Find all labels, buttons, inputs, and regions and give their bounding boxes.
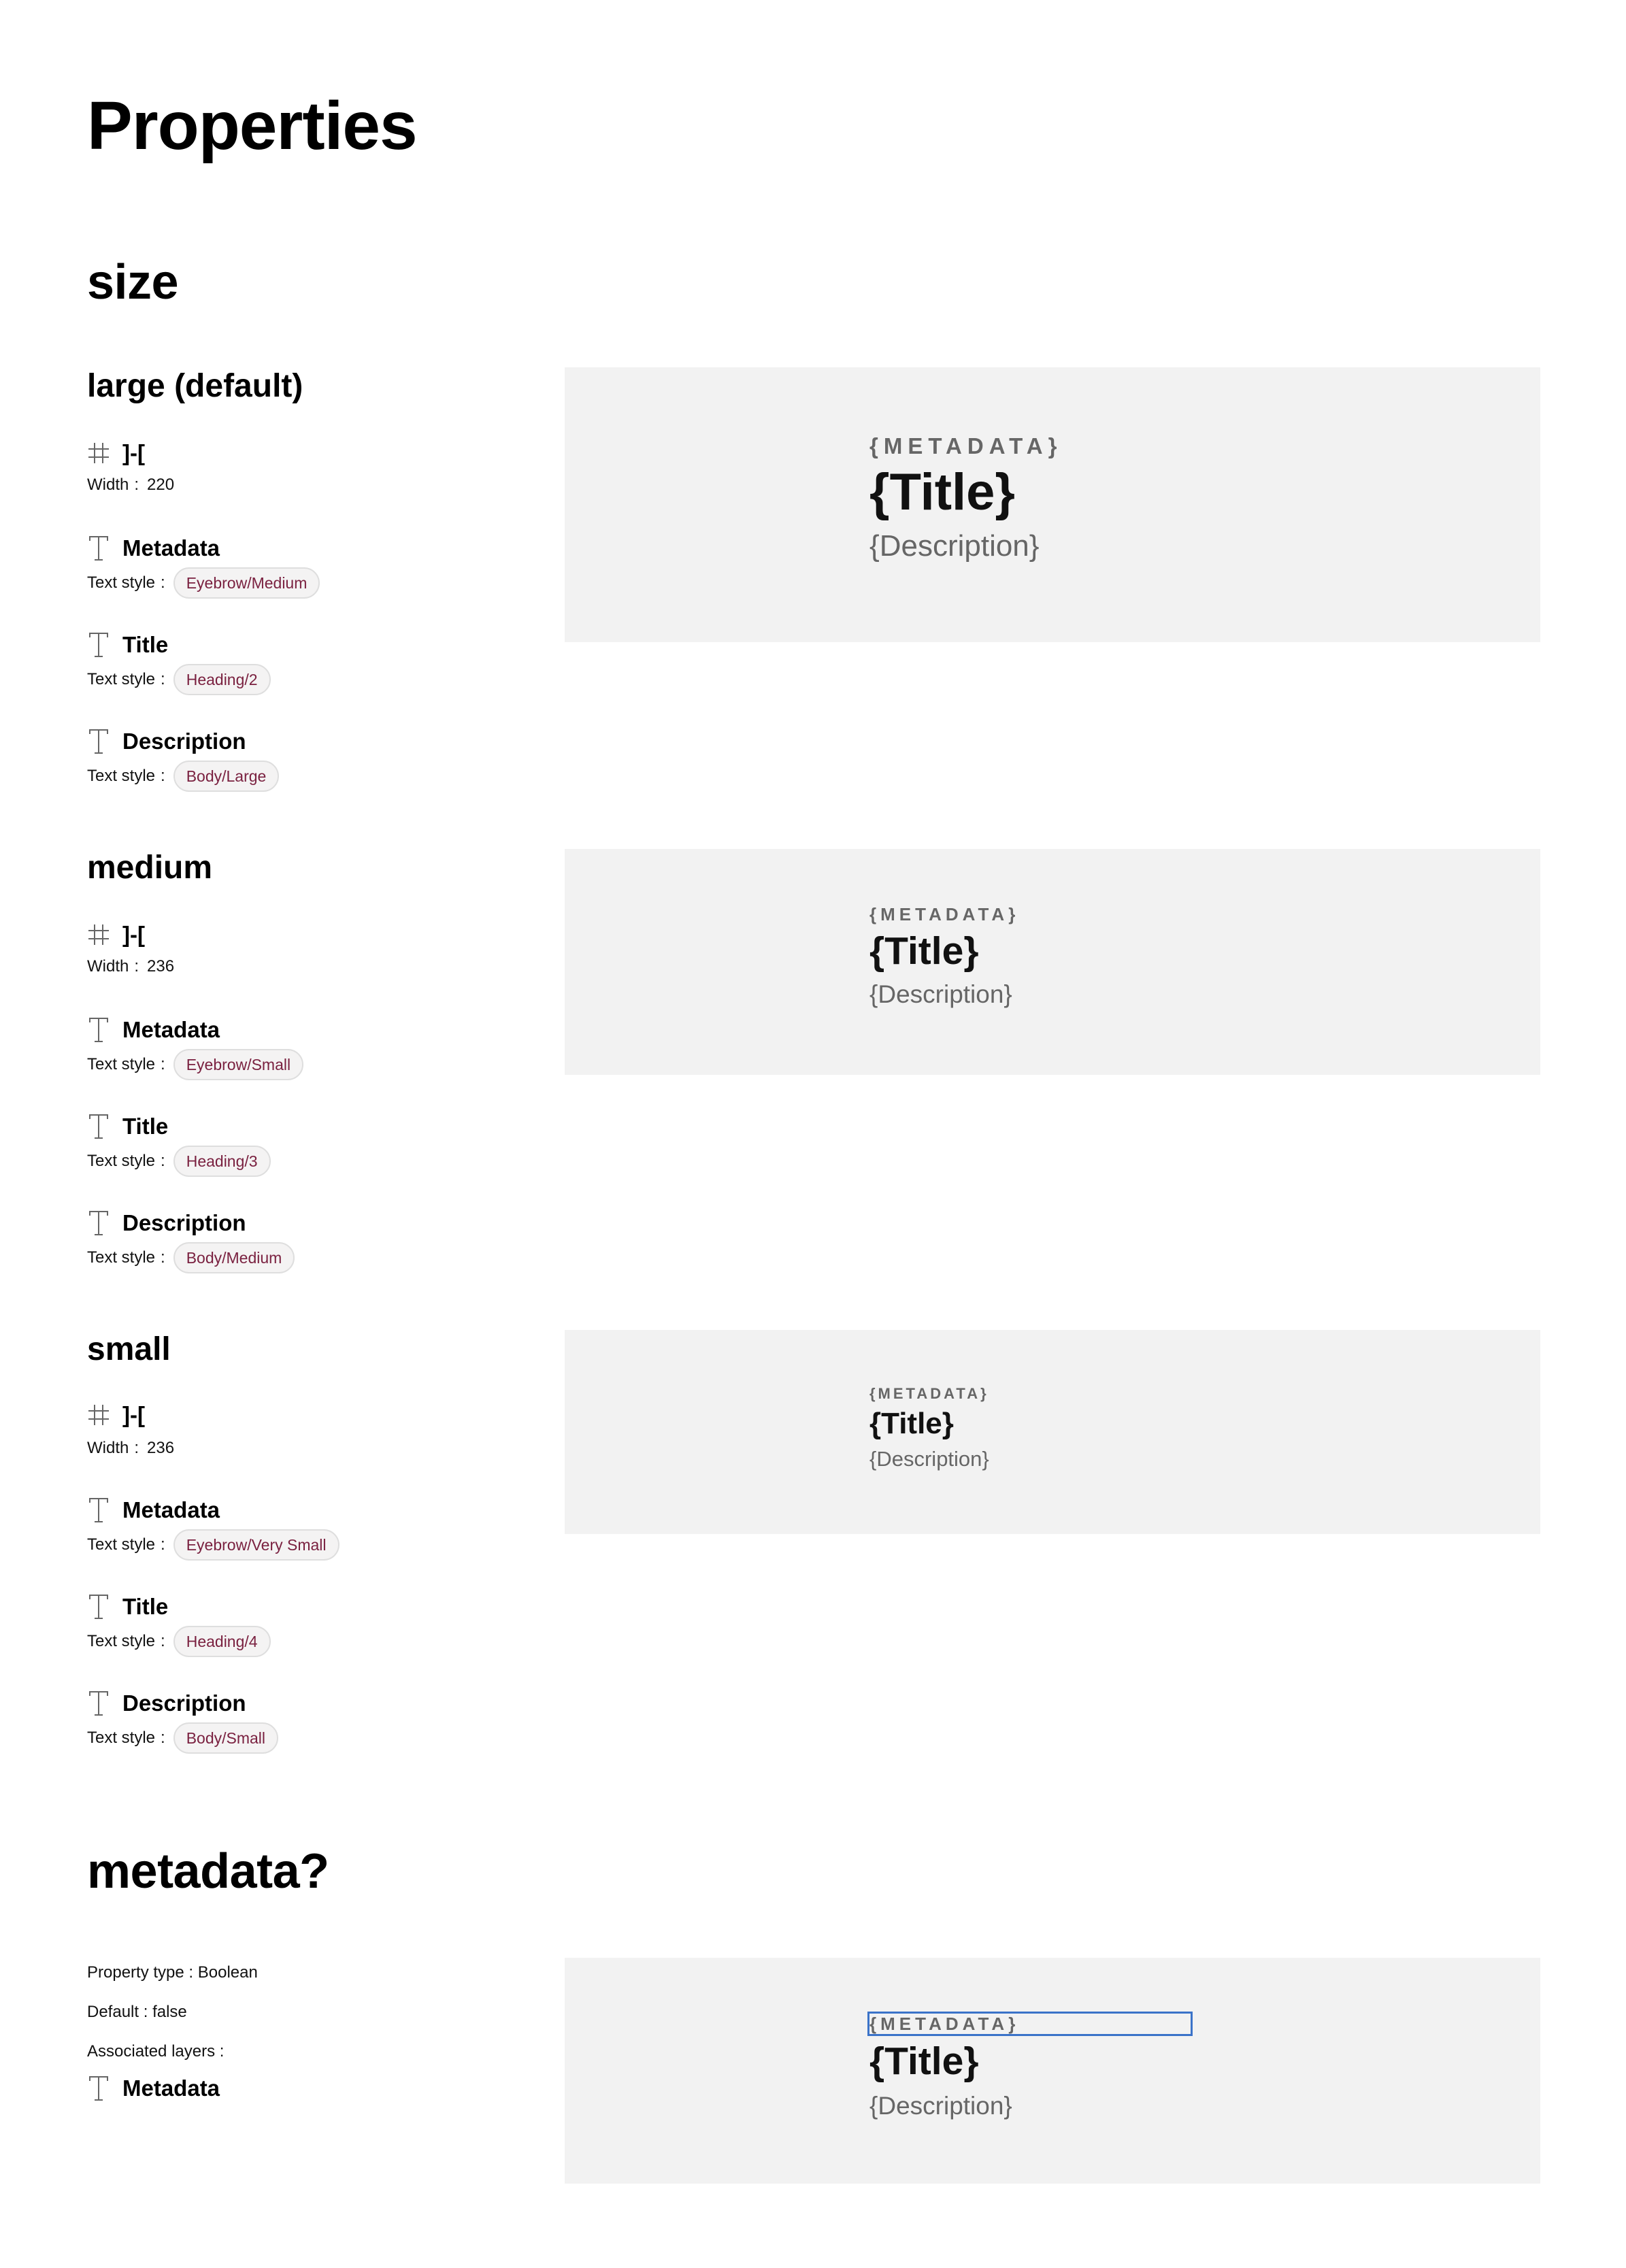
style-chip[interactable]: Heading/4 bbox=[173, 1626, 271, 1657]
text-style-property: Text style : Eyebrow/Very Small bbox=[87, 1528, 339, 1562]
default-value: false bbox=[152, 2003, 187, 2021]
preview-metadata bbox=[565, 1958, 1540, 2184]
card-description: {Description} bbox=[869, 1447, 989, 1471]
text-layer-icon bbox=[87, 728, 110, 755]
text-style-label: Text style bbox=[87, 670, 156, 688]
width-property: Width : 236 bbox=[87, 1439, 175, 1457]
text-style-property: Text style : Heading/3 bbox=[87, 1144, 271, 1178]
default-property: Default : false bbox=[87, 2003, 187, 2021]
text-layer-icon bbox=[87, 631, 110, 658]
layer-metadata-small[interactable] bbox=[87, 1494, 220, 1527]
text-style-label: Text style bbox=[87, 1535, 156, 1554]
preview-medium bbox=[565, 849, 1540, 1075]
layer-name: Title bbox=[122, 1594, 169, 1619]
section-title-metadata: metadata? bbox=[87, 1844, 329, 1899]
text-style-label: Text style bbox=[87, 767, 156, 785]
style-chip[interactable]: Eyebrow/Very Small bbox=[173, 1529, 339, 1561]
width-value: 220 bbox=[147, 476, 175, 494]
frame-layer-large[interactable] bbox=[87, 437, 145, 469]
width-property: Width : 236 bbox=[87, 957, 175, 975]
width-label: Width bbox=[87, 476, 129, 494]
card-description: {Description} bbox=[869, 529, 1040, 563]
layer-description-large[interactable] bbox=[87, 725, 246, 758]
section-title-size: size bbox=[87, 255, 179, 310]
width-property: Width : 220 bbox=[87, 476, 175, 494]
width-label: Width bbox=[87, 957, 129, 975]
associated-layers-label: Associated layers : bbox=[87, 2042, 225, 2061]
layer-name: Title bbox=[122, 632, 169, 657]
style-chip[interactable]: Body/Small bbox=[173, 1722, 278, 1754]
text-layer-icon bbox=[87, 1690, 110, 1717]
layer-title-small[interactable] bbox=[87, 1590, 168, 1623]
layer-name: Title bbox=[122, 1114, 169, 1139]
frame-layer-small[interactable] bbox=[87, 1399, 145, 1431]
variant-title-medium: medium bbox=[87, 850, 213, 886]
card-large[interactable] bbox=[869, 433, 1062, 567]
style-chip[interactable]: Heading/3 bbox=[173, 1146, 271, 1177]
text-style-property: Text style : Heading/4 bbox=[87, 1624, 271, 1658]
text-style-property: Text style : Eyebrow/Medium bbox=[87, 566, 320, 600]
text-layer-icon bbox=[87, 1593, 110, 1620]
layer-name: Description bbox=[122, 1210, 246, 1235]
layer-name: Description bbox=[122, 729, 246, 754]
style-chip[interactable]: Eyebrow/Medium bbox=[173, 567, 320, 599]
card-title: {Title} bbox=[869, 463, 1016, 521]
text-layer-icon bbox=[87, 1113, 110, 1140]
text-layer-icon bbox=[87, 1210, 110, 1237]
card-metadata: {METADATA} bbox=[869, 904, 1020, 924]
card-medium[interactable] bbox=[869, 903, 1019, 1012]
card-title: {Title} bbox=[869, 929, 979, 973]
text-style-property: Text style : Body/Medium bbox=[87, 1241, 295, 1275]
hash-frame-icon bbox=[87, 1401, 110, 1429]
card-metadata-selected[interactable]: {METADATA} bbox=[869, 2014, 1191, 2034]
card-description: {Description} bbox=[869, 980, 1012, 1008]
width-value: 236 bbox=[147, 1439, 175, 1457]
hash-frame-icon bbox=[87, 921, 110, 948]
property-type-label: Property type bbox=[87, 1963, 184, 1982]
text-layer-icon bbox=[87, 2075, 110, 2102]
variant-title-large: large (default) bbox=[87, 368, 303, 404]
width-value: 236 bbox=[147, 957, 175, 975]
card-description: {Description} bbox=[869, 2092, 1012, 2120]
layer-metadata-medium[interactable] bbox=[87, 1014, 220, 1046]
layer-name: Metadata bbox=[122, 535, 220, 561]
card-metadata-toggle[interactable] bbox=[869, 2014, 1191, 2124]
text-style-label: Text style bbox=[87, 1729, 156, 1747]
preview-small bbox=[565, 1330, 1540, 1534]
card-metadata: {METADATA} bbox=[869, 1385, 989, 1402]
card-metadata: {METADATA} bbox=[869, 433, 1063, 458]
frame-symbol: ]-[ bbox=[122, 440, 145, 465]
layer-description-small[interactable] bbox=[87, 1687, 246, 1720]
text-style-property: Text style : Heading/2 bbox=[87, 663, 271, 697]
text-style-label: Text style bbox=[87, 1152, 156, 1170]
card-small[interactable] bbox=[869, 1384, 989, 1474]
text-style-label: Text style bbox=[87, 1632, 156, 1650]
frame-symbol: ]-[ bbox=[122, 922, 145, 947]
layer-metadata-large[interactable] bbox=[87, 532, 220, 565]
style-chip[interactable]: Heading/2 bbox=[173, 664, 271, 695]
preview-large bbox=[565, 367, 1540, 642]
text-layer-icon bbox=[87, 535, 110, 562]
variant-title-small: small bbox=[87, 1331, 171, 1367]
layer-title-medium[interactable] bbox=[87, 1110, 168, 1143]
text-style-property: Text style : Eyebrow/Small bbox=[87, 1048, 303, 1082]
text-style-label: Text style bbox=[87, 573, 156, 592]
text-style-label: Text style bbox=[87, 1248, 156, 1267]
layer-name: Metadata bbox=[122, 2075, 220, 2101]
hash-frame-icon bbox=[87, 439, 110, 467]
style-chip[interactable]: Body/Medium bbox=[173, 1242, 295, 1273]
width-label: Width bbox=[87, 1439, 129, 1457]
layer-name: Metadata bbox=[122, 1017, 220, 1042]
text-style-property: Text style : Body/Small bbox=[87, 1721, 278, 1755]
layer-description-medium[interactable] bbox=[87, 1207, 246, 1239]
text-layer-icon bbox=[87, 1497, 110, 1524]
frame-layer-medium[interactable] bbox=[87, 918, 145, 951]
default-label: Default bbox=[87, 2003, 139, 2021]
property-type: Property type : Boolean bbox=[87, 1963, 258, 1982]
layer-name: Metadata bbox=[122, 1497, 220, 1522]
text-style-label: Text style bbox=[87, 1055, 156, 1073]
property-type-value: Boolean bbox=[197, 1963, 258, 1982]
layer-title-large[interactable] bbox=[87, 629, 168, 661]
associated-layer-metadata[interactable] bbox=[87, 2072, 220, 2105]
style-chip[interactable]: Body/Large bbox=[173, 761, 280, 792]
frame-symbol: ]-[ bbox=[122, 1402, 145, 1427]
page-title: Properties bbox=[87, 88, 417, 164]
card-title: {Title} bbox=[869, 1407, 954, 1440]
text-style-property: Text style : Body/Large bbox=[87, 759, 279, 793]
layer-name: Description bbox=[122, 1690, 246, 1716]
card-title: {Title} bbox=[869, 2039, 979, 2083]
text-layer-icon bbox=[87, 1016, 110, 1044]
style-chip[interactable]: Eyebrow/Small bbox=[173, 1049, 303, 1080]
